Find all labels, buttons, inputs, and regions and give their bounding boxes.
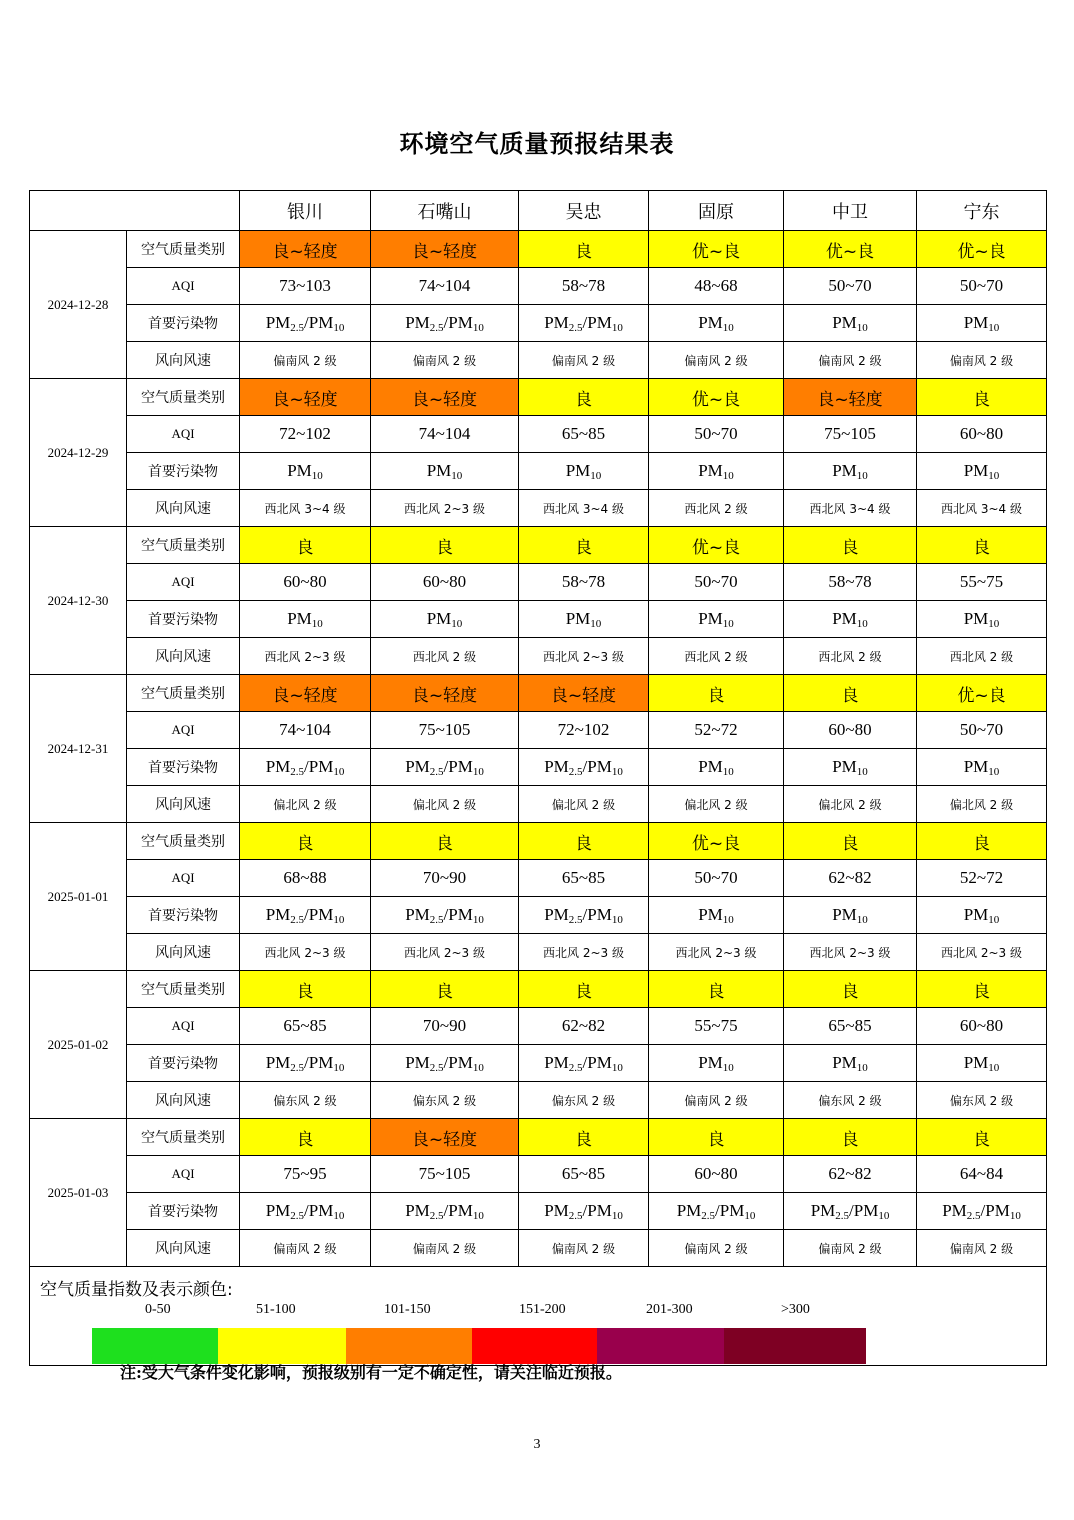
wind-cell: 西北风 2~3 级 xyxy=(649,934,784,971)
category-cell: 良~轻度 xyxy=(240,379,371,416)
wind-cell: 西北风 3~4 级 xyxy=(917,490,1047,527)
forecast-row xyxy=(30,305,1047,342)
wind-cell: 偏南风 2 级 xyxy=(240,342,371,379)
pollutant-cell: $PM_{10}$ xyxy=(784,453,917,490)
forecast-table xyxy=(29,190,1047,1366)
category-cell: 良 xyxy=(519,971,649,1008)
pollutant-cell: $PM_{10}$ xyxy=(519,601,649,638)
category-cell: 良 xyxy=(240,971,371,1008)
forecast-row xyxy=(30,675,1047,712)
forecast-row xyxy=(30,1230,1047,1267)
pollutant-cell: $PM_{10}$ xyxy=(917,1045,1047,1082)
aqi-cell: 52~72 xyxy=(649,712,784,749)
forecast-row xyxy=(30,416,1047,453)
aqi-cell: 62~82 xyxy=(784,860,917,897)
category-cell: 良 xyxy=(519,231,649,268)
wind-cell: 偏南风 2 级 xyxy=(371,342,519,379)
category-cell: 优~良 xyxy=(649,231,784,268)
category-cell: 良~轻度 xyxy=(371,675,519,712)
category-cell: 良~轻度 xyxy=(371,231,519,268)
page-title: 环境空气质量预报结果表 xyxy=(399,129,675,158)
wind-cell: 偏南风 2 级 xyxy=(519,342,649,379)
aqi-cell: 50~70 xyxy=(649,416,784,453)
category-cell: 良 xyxy=(371,527,519,564)
aqi-cell: 52~72 xyxy=(917,860,1047,897)
aqi-cell: 64~84 xyxy=(917,1156,1047,1193)
forecast-note: 注:受大气条件变化影响，预报级别有一定不确定性，请关注临近预报。 xyxy=(120,1363,622,1382)
date-cell: 2025-01-01 xyxy=(30,823,127,971)
aqi-cell: 75~105 xyxy=(784,416,917,453)
pollutant-cell: $PM_{10}$ xyxy=(917,453,1047,490)
city-header: 宁东 xyxy=(917,191,1047,231)
forecast-row xyxy=(30,453,1047,490)
date-cell: 2025-01-03 xyxy=(30,1119,127,1267)
row-label: 风向风速 xyxy=(127,342,240,379)
legend-swatch xyxy=(92,1328,218,1364)
category-cell: 良 xyxy=(784,527,917,564)
wind-cell: 偏南风 2 级 xyxy=(917,342,1047,379)
wind-cell: 偏北风 2 级 xyxy=(240,786,371,823)
category-cell: 良 xyxy=(784,1119,917,1156)
aqi-cell: 50~70 xyxy=(649,564,784,601)
category-cell: 良~轻度 xyxy=(240,675,371,712)
forecast-row xyxy=(30,1119,1047,1156)
legend-range: 0-50 xyxy=(145,1302,171,1317)
wind-cell: 偏东风 2 级 xyxy=(371,1082,519,1119)
pollutant-cell: $PM_{2.5}/PM_{10}$ xyxy=(519,1045,649,1082)
city-header: 中卫 xyxy=(784,191,917,231)
category-cell: 良~轻度 xyxy=(371,379,519,416)
aqi-cell: 65~85 xyxy=(240,1008,371,1045)
forecast-row xyxy=(30,749,1047,786)
forecast-row xyxy=(30,786,1047,823)
aqi-cell: 62~82 xyxy=(519,1008,649,1045)
forecast-row xyxy=(30,231,1047,268)
wind-cell: 偏南风 2 级 xyxy=(784,1230,917,1267)
forecast-row xyxy=(30,268,1047,305)
aqi-cell: 50~70 xyxy=(784,268,917,305)
aqi-cell: 70~90 xyxy=(371,1008,519,1045)
forecast-row xyxy=(30,379,1047,416)
aqi-cell: 72~102 xyxy=(519,712,649,749)
pollutant-cell: $PM_{10}$ xyxy=(917,305,1047,342)
pollutant-cell: $PM_{10}$ xyxy=(784,601,917,638)
aqi-cell: 50~70 xyxy=(649,860,784,897)
forecast-row xyxy=(30,638,1047,675)
pollutant-cell: $PM_{10}$ xyxy=(371,453,519,490)
forecast-row xyxy=(30,712,1047,749)
pollutant-cell: $PM_{2.5}/PM_{10}$ xyxy=(240,897,371,934)
pollutant-cell: $PM_{2.5}/PM_{10}$ xyxy=(371,1045,519,1082)
pollutant-cell: $PM_{10}$ xyxy=(649,453,784,490)
row-label: 风向风速 xyxy=(127,1082,240,1119)
aqi-cell: 75~95 xyxy=(240,1156,371,1193)
pollutant-cell: $PM_{2.5}/PM_{10}$ xyxy=(240,749,371,786)
row-label: 首要污染物 xyxy=(127,305,240,342)
forecast-row xyxy=(30,1082,1047,1119)
wind-cell: 西北风 3~4 级 xyxy=(240,490,371,527)
row-label: 空气质量类别 xyxy=(127,231,240,268)
pollutant-cell: $PM_{10}$ xyxy=(917,749,1047,786)
category-cell: 优~良 xyxy=(649,823,784,860)
category-cell: 良 xyxy=(240,1119,371,1156)
pollutant-cell: $PM_{2.5}/PM_{10}$ xyxy=(371,305,519,342)
row-label: 空气质量类别 xyxy=(127,823,240,860)
pollutant-cell: $PM_{2.5}/PM_{10}$ xyxy=(519,1193,649,1230)
aqi-cell: 50~70 xyxy=(917,268,1047,305)
row-label: 风向风速 xyxy=(127,490,240,527)
wind-cell: 偏南风 2 级 xyxy=(649,342,784,379)
row-label: AQI xyxy=(127,268,240,305)
row-label: 首要污染物 xyxy=(127,749,240,786)
category-cell: 良~轻度 xyxy=(371,1119,519,1156)
wind-cell: 偏北风 2 级 xyxy=(917,786,1047,823)
wind-cell: 偏北风 2 级 xyxy=(784,786,917,823)
pollutant-cell: $PM_{10}$ xyxy=(649,749,784,786)
aqi-cell: 75~105 xyxy=(371,1156,519,1193)
wind-cell: 西北风 3~4 级 xyxy=(784,490,917,527)
pollutant-cell: $PM_{10}$ xyxy=(240,453,371,490)
row-label: AQI xyxy=(127,1156,240,1193)
aqi-cell: 58~78 xyxy=(519,564,649,601)
date-cell: 2024-12-28 xyxy=(30,231,127,379)
aqi-cell: 74~104 xyxy=(371,416,519,453)
pollutant-cell: $PM_{10}$ xyxy=(649,305,784,342)
row-label: AQI xyxy=(127,416,240,453)
pollutant-cell: $PM_{2.5}/PM_{10}$ xyxy=(371,1193,519,1230)
category-cell: 良 xyxy=(371,971,519,1008)
wind-cell: 偏北风 2 级 xyxy=(519,786,649,823)
aqi-cell: 60~80 xyxy=(371,564,519,601)
forecast-row xyxy=(30,564,1047,601)
aqi-cell: 74~104 xyxy=(240,712,371,749)
legend-range: >300 xyxy=(781,1302,810,1317)
wind-cell: 西北风 2~3 级 xyxy=(784,934,917,971)
aqi-cell: 73~103 xyxy=(240,268,371,305)
aqi-cell: 60~80 xyxy=(917,416,1047,453)
aqi-cell: 55~75 xyxy=(917,564,1047,601)
pollutant-cell: $PM_{10}$ xyxy=(784,305,917,342)
pollutant-cell: $PM_{10}$ xyxy=(240,601,371,638)
pollutant-cell: $PM_{10}$ xyxy=(649,897,784,934)
aqi-cell: 65~85 xyxy=(519,416,649,453)
legend-swatch xyxy=(724,1328,866,1364)
row-label: AQI xyxy=(127,860,240,897)
category-cell: 优~良 xyxy=(917,675,1047,712)
row-label: AQI xyxy=(127,564,240,601)
category-cell: 良 xyxy=(917,527,1047,564)
forecast-row xyxy=(30,601,1047,638)
pollutant-cell: $PM_{10}$ xyxy=(784,897,917,934)
row-label: AQI xyxy=(127,712,240,749)
row-label: 首要污染物 xyxy=(127,1193,240,1230)
aqi-cell: 62~82 xyxy=(784,1156,917,1193)
legend-title: 空气质量指数及表示颜色: xyxy=(40,1280,233,1300)
wind-cell: 偏南风 2 级 xyxy=(519,1230,649,1267)
aqi-cell: 74~104 xyxy=(371,268,519,305)
wind-cell: 西北风 2~3 级 xyxy=(240,934,371,971)
category-cell: 良 xyxy=(371,823,519,860)
row-label: 空气质量类别 xyxy=(127,379,240,416)
wind-cell: 偏南风 2 级 xyxy=(649,1230,784,1267)
category-cell: 优~良 xyxy=(917,231,1047,268)
date-cell: 2024-12-31 xyxy=(30,675,127,823)
wind-cell: 西北风 2~3 级 xyxy=(371,490,519,527)
city-header: 固原 xyxy=(649,191,784,231)
aqi-cell: 55~75 xyxy=(649,1008,784,1045)
pollutant-cell: $PM_{10}$ xyxy=(649,601,784,638)
legend-swatch xyxy=(346,1328,472,1364)
pollutant-cell: $PM_{10}$ xyxy=(917,897,1047,934)
row-label: 首要污染物 xyxy=(127,601,240,638)
category-cell: 良 xyxy=(917,971,1047,1008)
legend-swatch xyxy=(597,1328,724,1364)
wind-cell: 西北风 2 级 xyxy=(784,638,917,675)
forecast-row xyxy=(30,1008,1047,1045)
page-number: 3 xyxy=(533,1437,541,1452)
pollutant-cell: $PM_{10}$ xyxy=(784,749,917,786)
date-cell: 2024-12-29 xyxy=(30,379,127,527)
legend-cell xyxy=(30,1267,1047,1366)
wind-cell: 偏南风 2 级 xyxy=(240,1230,371,1267)
legend-range: 151-200 xyxy=(519,1302,566,1317)
category-cell: 良 xyxy=(240,823,371,860)
wind-cell: 西北风 2 级 xyxy=(371,638,519,675)
pollutant-cell: $PM_{10}$ xyxy=(371,601,519,638)
forecast-row xyxy=(30,860,1047,897)
pollutant-cell: $PM_{2.5}/PM_{10}$ xyxy=(240,1193,371,1230)
corner-cell xyxy=(30,191,240,231)
row-label: 风向风速 xyxy=(127,786,240,823)
category-cell: 良 xyxy=(784,675,917,712)
city-header: 吴忠 xyxy=(519,191,649,231)
category-cell: 良 xyxy=(649,675,784,712)
forecast-row xyxy=(30,897,1047,934)
category-cell: 良 xyxy=(917,823,1047,860)
forecast-row xyxy=(30,934,1047,971)
forecast-row xyxy=(30,1045,1047,1082)
category-cell: 良 xyxy=(917,379,1047,416)
aqi-cell: 65~85 xyxy=(519,1156,649,1193)
category-cell: 良 xyxy=(519,379,649,416)
aqi-cell: 60~80 xyxy=(784,712,917,749)
category-cell: 良 xyxy=(784,823,917,860)
pollutant-cell: $PM_{2.5}/PM_{10}$ xyxy=(240,305,371,342)
pollutant-cell: $PM_{2.5}/PM_{10}$ xyxy=(519,749,649,786)
pollutant-cell: $PM_{2.5}/PM_{10}$ xyxy=(917,1193,1047,1230)
aqi-cell: 65~85 xyxy=(784,1008,917,1045)
category-cell: 优~良 xyxy=(784,231,917,268)
city-header: 石嘴山 xyxy=(371,191,519,231)
row-label: 首要污染物 xyxy=(127,1045,240,1082)
row-label: 空气质量类别 xyxy=(127,971,240,1008)
row-label: 空气质量类别 xyxy=(127,1119,240,1156)
wind-cell: 偏北风 2 级 xyxy=(649,786,784,823)
legend-row xyxy=(30,1267,1047,1366)
date-cell: 2024-12-30 xyxy=(30,527,127,675)
row-label: 风向风速 xyxy=(127,638,240,675)
category-cell: 良~轻度 xyxy=(784,379,917,416)
aqi-cell: 72~102 xyxy=(240,416,371,453)
pollutant-cell: $PM_{10}$ xyxy=(917,601,1047,638)
wind-cell: 西北风 2 级 xyxy=(649,638,784,675)
forecast-row xyxy=(30,823,1047,860)
legend-swatch xyxy=(218,1328,346,1364)
aqi-cell: 50~70 xyxy=(917,712,1047,749)
date-cell: 2025-01-02 xyxy=(30,971,127,1119)
aqi-cell: 58~78 xyxy=(784,564,917,601)
pollutant-cell: $PM_{10}$ xyxy=(519,453,649,490)
row-label: 空气质量类别 xyxy=(127,675,240,712)
pollutant-cell: $PM_{2.5}/PM_{10}$ xyxy=(371,897,519,934)
wind-cell: 偏南风 2 级 xyxy=(917,1230,1047,1267)
aqi-cell: 60~80 xyxy=(917,1008,1047,1045)
forecast-row xyxy=(30,490,1047,527)
row-label: 首要污染物 xyxy=(127,453,240,490)
wind-cell: 西北风 2~3 级 xyxy=(917,934,1047,971)
wind-cell: 西北风 2 级 xyxy=(917,638,1047,675)
category-cell: 良~轻度 xyxy=(240,231,371,268)
pollutant-cell: $PM_{2.5}/PM_{10}$ xyxy=(649,1193,784,1230)
wind-cell: 西北风 2 级 xyxy=(649,490,784,527)
pollutant-cell: $PM_{2.5}/PM_{10}$ xyxy=(371,749,519,786)
category-cell: 良 xyxy=(649,1119,784,1156)
aqi-cell: 48~68 xyxy=(649,268,784,305)
row-label: 空气质量类别 xyxy=(127,527,240,564)
wind-cell: 偏南风 2 级 xyxy=(784,342,917,379)
wind-cell: 偏东风 2 级 xyxy=(784,1082,917,1119)
category-cell: 优~良 xyxy=(649,527,784,564)
pollutant-cell: $PM_{2.5}/PM_{10}$ xyxy=(519,897,649,934)
category-cell: 优~良 xyxy=(649,379,784,416)
wind-cell: 偏东风 2 级 xyxy=(240,1082,371,1119)
pollutant-cell: $PM_{2.5}/PM_{10}$ xyxy=(240,1045,371,1082)
row-label: AQI xyxy=(127,1008,240,1045)
aqi-cell: 60~80 xyxy=(240,564,371,601)
pollutant-cell: $PM_{10}$ xyxy=(649,1045,784,1082)
wind-cell: 西北风 2~3 级 xyxy=(519,934,649,971)
pollutant-cell: $PM_{2.5}/PM_{10}$ xyxy=(519,305,649,342)
row-label: 首要污染物 xyxy=(127,897,240,934)
legend-range: 101-150 xyxy=(384,1302,431,1317)
header-row xyxy=(30,191,1047,231)
wind-cell: 偏北风 2 级 xyxy=(371,786,519,823)
wind-cell: 偏南风 2 级 xyxy=(371,1230,519,1267)
forecast-row xyxy=(30,1156,1047,1193)
aqi-cell: 60~80 xyxy=(649,1156,784,1193)
category-cell: 良 xyxy=(519,527,649,564)
wind-cell: 偏东风 2 级 xyxy=(917,1082,1047,1119)
wind-cell: 西北风 2~3 级 xyxy=(240,638,371,675)
forecast-row xyxy=(30,1193,1047,1230)
legend-range: 201-300 xyxy=(646,1302,693,1317)
aqi-cell: 68~88 xyxy=(240,860,371,897)
forecast-row xyxy=(30,527,1047,564)
legend-swatch xyxy=(472,1328,597,1364)
forecast-row xyxy=(30,342,1047,379)
category-cell: 良 xyxy=(649,971,784,1008)
category-cell: 良~轻度 xyxy=(519,675,649,712)
category-cell: 良 xyxy=(240,527,371,564)
category-cell: 良 xyxy=(917,1119,1047,1156)
city-header: 银川 xyxy=(240,191,371,231)
row-label: 风向风速 xyxy=(127,1230,240,1267)
forecast-row xyxy=(30,971,1047,1008)
wind-cell: 西北风 2~3 级 xyxy=(371,934,519,971)
aqi-cell: 65~85 xyxy=(519,860,649,897)
category-cell: 良 xyxy=(519,823,649,860)
wind-cell: 西北风 2~3 级 xyxy=(519,638,649,675)
pollutant-cell: $PM_{10}$ xyxy=(784,1045,917,1082)
wind-cell: 偏东风 2 级 xyxy=(519,1082,649,1119)
wind-cell: 偏南风 2 级 xyxy=(649,1082,784,1119)
wind-cell: 西北风 3~4 级 xyxy=(519,490,649,527)
aqi-cell: 75~105 xyxy=(371,712,519,749)
row-label: 风向风速 xyxy=(127,934,240,971)
pollutant-cell: $PM_{2.5}/PM_{10}$ xyxy=(784,1193,917,1230)
legend-range: 51-100 xyxy=(256,1302,296,1317)
aqi-cell: 70~90 xyxy=(371,860,519,897)
category-cell: 良 xyxy=(519,1119,649,1156)
aqi-cell: 58~78 xyxy=(519,268,649,305)
category-cell: 良 xyxy=(784,971,917,1008)
